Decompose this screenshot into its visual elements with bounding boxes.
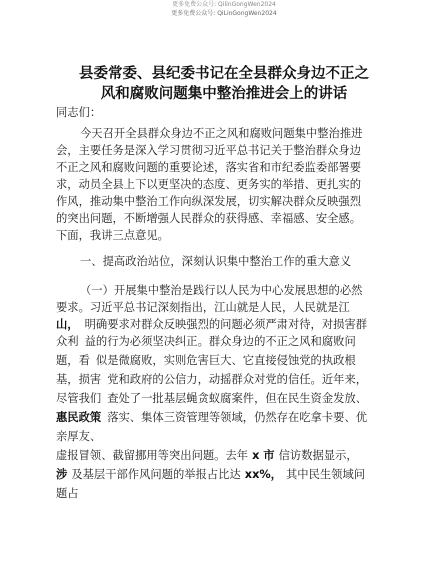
document-title-line-2: 风和腐败问题集中整治推进会上的讲话 — [100, 86, 348, 102]
bold-fragment: 惠民政策 — [56, 411, 102, 424]
text-fragment: 众利 — [56, 335, 79, 348]
bold-fragment: xx%， — [244, 468, 282, 481]
text-fragment: 基，损害 — [56, 373, 102, 386]
text-fragment: 落实、集体三资管理等领域，仍然存在吃拿卡要、优 — [107, 411, 368, 424]
paragraph-1-line-5: 作风，推动集中整治工作向纵深发展，切实解决群众反映强烈 — [56, 195, 362, 208]
paragraph-2-line-8 — [56, 410, 367, 426]
paragraph-2-line-6 — [56, 372, 367, 388]
text-fragment: 题，看 — [56, 354, 90, 367]
paragraph-2-line-5 — [56, 353, 356, 369]
paragraph-2-line-1: （一）开展集中整治是践行以人民为中心发展思想的必然 — [80, 284, 363, 297]
text-fragment: 查处了一批基层蝇贪蚁腐案件，但在民生资金发放、 — [107, 392, 368, 405]
text-fragment: 明确要求对群众反映强烈的问题必须严肃对待，对损害群 — [84, 318, 368, 331]
paragraph-1-line-2: 会，主要任务是深入学习贯彻习近平总书记关于整治群众身边 — [56, 144, 362, 157]
text-fragment: 虚报冒领、截留挪用等突出问题。去年 — [56, 449, 249, 462]
watermark-line-2: 更多免费公众号: QiLinGongWen2024 — [171, 10, 277, 17]
text-fragment: 尽管我们 — [56, 392, 102, 405]
paragraph-1-line-1: 今天召开全县群众身边不正之风和腐败问题集中整治推进 — [80, 127, 363, 140]
paragraph-2-line-10 — [56, 448, 358, 464]
paragraph-2-line-7 — [56, 391, 367, 407]
text-fragment: 信访数据显示， — [278, 449, 358, 462]
document-title-line-1: 县委常委、县纪委书记在全县群众身边不正之 — [79, 66, 369, 82]
paragraph-2-line-12: 题占 — [56, 487, 79, 500]
bold-fragment: 山， — [56, 318, 79, 331]
paragraph-2-line-9: 亲厚友、 — [56, 430, 102, 443]
salutation: 同志们： — [56, 106, 102, 119]
paragraph-2-line-2: 要求。习近平总书记深刻指出，江山就是人民，人民就是江 — [56, 301, 350, 314]
text-fragment: 及基层干部作风问题的举报占比达 — [71, 468, 241, 481]
paragraph-2-line-4 — [56, 334, 356, 350]
paragraph-1-line-3: 不正之风和腐败问题的重要论述，落实省和市纪委监委部署要 — [56, 161, 362, 174]
paragraph-1-line-6: 的突出问题，不断增强人民群众的获得感、幸福感、安全感。 — [56, 212, 362, 225]
bold-fragment: x 市 — [252, 449, 275, 462]
section-1-heading: 一、提高政治站位，深刻认识集中整治工作的重大意义 — [80, 255, 352, 268]
text-fragment: 党和政府的公信力，动摇群众对党的信任。近年来， — [107, 373, 368, 386]
watermark-line-1: 更多免费公众号: QilinGongWen2024 — [172, 1, 276, 8]
paragraph-2-line-11 — [56, 467, 365, 483]
paragraph-1-line-7: 下面，我讲三点意见。 — [56, 229, 169, 242]
text-fragment: 其中民生领域问 — [285, 468, 366, 481]
paragraph-1-line-4: 求，动员全县上下以更坚决的态度、更务实的举措、更扎实的 — [56, 178, 362, 191]
text-fragment: 似是微腐败，实则危害巨大、它直接侵蚀党的执政根 — [95, 354, 356, 367]
text-fragment: 益的行为必须坚决纠正。群众身边的不正之风和腐败问 — [84, 335, 356, 348]
paragraph-2-line-3 — [56, 317, 367, 333]
bold-fragment: 涉 — [56, 468, 68, 481]
